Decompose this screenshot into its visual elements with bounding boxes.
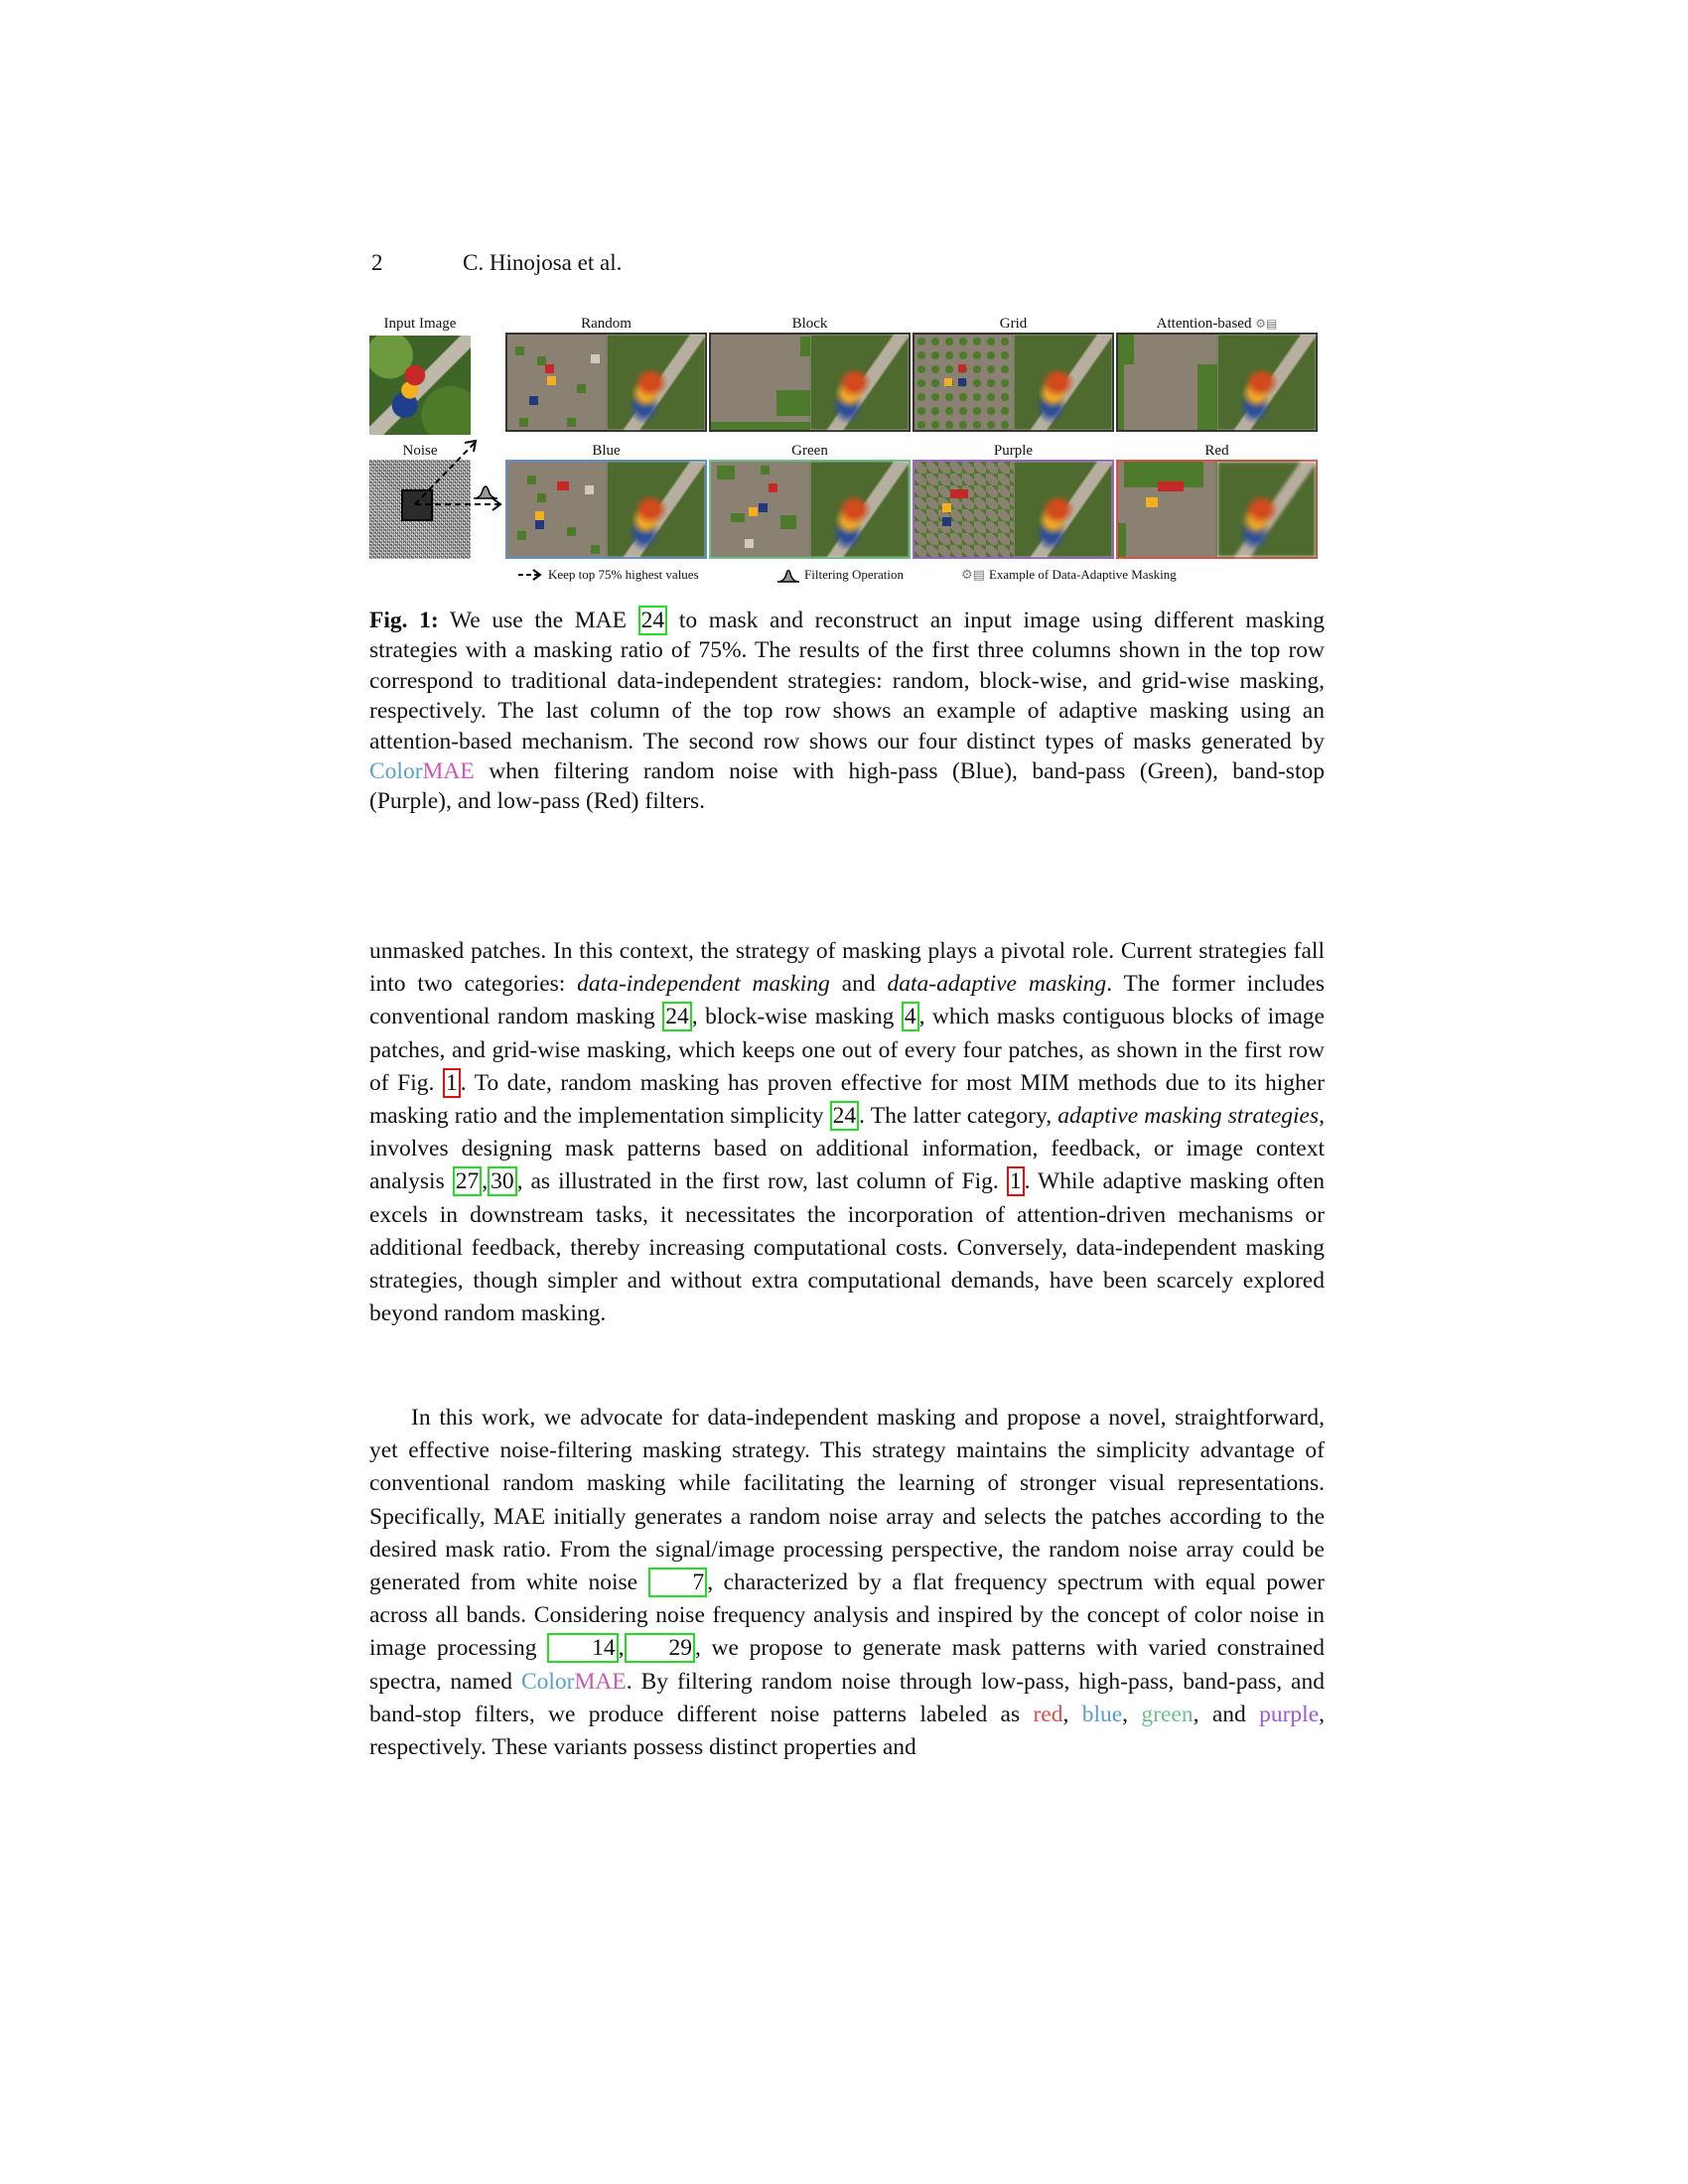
label-blue: Blue: [592, 443, 621, 459]
color-word-blue: blue: [1081, 1701, 1123, 1727]
panel-random: [505, 333, 707, 432]
text: ,: [1062, 1701, 1082, 1727]
caption-text: to mask and reconstruct an input image using different masking strategies with a masking ratio of 75%. The results of the first three columns shown in the top row correspond to traditional data-independent strategies: random, block-wise, and grid-wise masking, respectively. The last column of the top row shows an example of adaptive masking using an attention-based mechanism. The second row shows our four distinct types of masks generated by: [369, 608, 1325, 754]
panel-block: [709, 333, 911, 432]
citation-link[interactable]: 14: [547, 1633, 619, 1663]
label-grid: Grid: [999, 316, 1028, 332]
emphasis: data-adaptive masking: [887, 971, 1107, 998]
legend-keep-top: [518, 567, 699, 583]
text: , respectively. These variants possess distinct properties and: [369, 1701, 1326, 1761]
text: ,: [1122, 1701, 1142, 1727]
legend-data-adaptive-text: Example of Data-Adaptive Masking: [988, 567, 1177, 582]
panel-red: [1116, 460, 1318, 559]
legend-keep-top-text: Keep top 75% highest values: [548, 567, 699, 582]
legend-data-adaptive: [961, 567, 1177, 583]
figure-ref-link[interactable]: 1: [1007, 1166, 1025, 1196]
filter-peak-icon: [776, 567, 800, 583]
legend-filtering-text: Filtering Operation: [804, 567, 905, 582]
emphasis: data-independent masking: [577, 971, 830, 998]
text: , block-wise masking: [691, 1004, 902, 1030]
caption-text: when filtering random noise with high-pass (Blue), band-pass (Green), band-stop (Purple), and low-pass (Red) filters.: [369, 758, 1325, 815]
citation-link[interactable]: 24: [638, 606, 668, 635]
text: , involves designing mask patterns based on additional information, feedback, or image context analysis: [369, 1103, 1325, 1195]
label-red: Red: [1204, 443, 1229, 459]
text: unmasked patches. In this context, the strategy of masking plays a pivotal role. Current strategies fall into two categories:: [369, 938, 1325, 998]
label-attention-based: [1116, 316, 1318, 333]
label-purple: Purple: [993, 443, 1034, 459]
citation-link[interactable]: 29: [625, 1633, 696, 1663]
caption-text: We use the MAE: [438, 608, 638, 633]
text: . The latter category,: [859, 1103, 1058, 1130]
panel-attention-based: [1116, 333, 1318, 432]
citation-link[interactable]: 30: [488, 1166, 517, 1196]
text: In this work, we advocate for data-independent masking and propose a novel, straightforward, yet effective noise-filtering masking strategy. This strategy maintains the simplicity advantage of conventional random masking while facilitating the learning of stronger visual representations. Specifically, MAE initially generates a random noise array and selects the patches according to the desired mask ratio. From the signal/image processing perspective, the random noise array could be generated from white noise: [369, 1405, 1325, 1596]
brain-database-icon: ⚙▤: [961, 567, 985, 582]
label-green: Green: [791, 443, 828, 459]
colormae-brand-color: Color: [369, 758, 423, 785]
emphasis: adaptive masking strategies: [1057, 1103, 1320, 1130]
figure-caption: [369, 606, 1325, 817]
panel-green: [709, 460, 911, 559]
panel-purple: [913, 460, 1114, 559]
citation-link[interactable]: 7: [648, 1568, 708, 1597]
text: , as illustrated in the first row, last column of Fig.: [516, 1168, 1007, 1195]
filter-peak-icon: [473, 482, 498, 500]
text: , which masks contiguous blocks of image patches, and grid-wise masking, which keeps one out of every four patches, as shown in the first row of Fig.: [369, 1004, 1325, 1096]
author-line: C. Hinojosa et al.: [463, 250, 623, 275]
colormae-brand-mae: MAE: [422, 758, 475, 785]
text: , characterized by a flat frequency spectrum with equal power across all bands. Considering noise frequency analysis and inspired by the concept of color noise in image processing: [369, 1570, 1325, 1662]
input-image: [369, 336, 471, 435]
body-paragraph-1: unmasked patches. In this context, the strategy of masking plays a pivotal role. Current strategies fall into two categories: data-independent masking and data-adaptive masking. The former includes conventional random masking 24 , block-wise masking 4 , which masks contiguous blocks of image patches, and grid-wise masking, which keeps one out of every four patches, as shown in the first row of Fig. 1 . To date, random masking has proven effective for most MIM methods due to its higher masking ratio and the implementation simplicity 24 . The latter category, adaptive masking strategies, involves designing mask patterns based on additional information, feedback, or image context analysis 27 , 30 , as illustrated in the first row, last column of Fig. 1 . While adaptive masking often excels in downstream tasks, it necessitates the incorporation of attention-driven mechanisms or additional feedback, thereby increasing computational costs. Conversely, data-independent masking strategies, though simpler and without extra computational demands, have been scarcely explored beyond random masking.: [369, 938, 1326, 1327]
colormae-brand-color: Color: [520, 1668, 575, 1695]
figure-1: [369, 316, 1325, 594]
brain-database-icon: ⚙▤: [1255, 317, 1278, 331]
colormae-brand-mae: MAE: [574, 1668, 627, 1695]
text: and: [829, 971, 888, 998]
text: , and: [1193, 1701, 1260, 1727]
citation-link[interactable]: 4: [902, 1002, 919, 1031]
label-attention-based-text: Attention-based: [1156, 316, 1252, 332]
panel-blue: [505, 460, 707, 559]
text: . While adaptive masking often excels in downstream tasks, it necessitates the incorporation of attention-driven mechanisms or additional feedback, thereby increasing computational costs. Conversely, data-independent masking strategies, though simpler and without extra computational demands, have been scarcely explored beyond random masking.: [369, 1168, 1326, 1327]
label-random: Random: [581, 316, 632, 332]
body-paragraph-2: In this work, we advocate for data-independent masking and propose a novel, straightforward, yet effective noise-filtering masking strategy. This strategy maintains the simplicity advantage of conventional random masking while facilitating the learning of stronger visual representations. Specifically, MAE initially generates a random noise array and selects the patches according to the desired mask ratio. From the signal/image processing perspective, the random noise array could be generated from white noise 7 , characterized by a flat frequency spectrum with equal power across all bands. Considering noise frequency analysis and inspired by the concept of color noise in image processing 14 , 29 , we propose to generate mask patterns with varied constrained spectra, named ColorMAE. By filtering random noise through low-pass, high-pass, band-pass, and band-stop filters, we produce different noise patterns labeled as red, blue, green, and purple, respectively. These variants possess distinct properties and: [369, 1405, 1326, 1761]
citation-link[interactable]: 24: [662, 1002, 692, 1031]
text: , we propose to generate mask patterns with varied constrained spectra, named: [369, 1635, 1325, 1695]
caption-label: Fig. 1:: [369, 608, 439, 633]
color-word-red: red: [1033, 1701, 1063, 1727]
running-head: [371, 250, 622, 276]
label-block: Block: [791, 316, 828, 332]
text: . The former includes conventional random masking: [369, 971, 1325, 1030]
color-word-green: green: [1141, 1701, 1194, 1727]
page-number: 2: [371, 250, 383, 275]
noise-label: Noise: [402, 443, 438, 459]
legend-filtering: [776, 567, 904, 583]
text: . To date, random masking has proven effective for most MIM methods due to its higher masking ratio and the implementation simplicity: [369, 1069, 1325, 1130]
color-word-purple: purple: [1259, 1701, 1320, 1727]
figure-ref-link[interactable]: 1: [443, 1068, 461, 1098]
dashed-arrow-icon: [518, 569, 544, 581]
panel-grid: [913, 333, 1114, 432]
text: . By filtering random noise through low-pass, high-pass, band-pass, and band-stop filters, we produce different noise patterns labeled as: [369, 1668, 1325, 1727]
input-image-label: Input Image: [383, 316, 457, 332]
dashed-arrow-icon: [413, 433, 512, 522]
citation-link[interactable]: 27: [453, 1166, 483, 1196]
citation-link[interactable]: 24: [830, 1101, 860, 1131]
